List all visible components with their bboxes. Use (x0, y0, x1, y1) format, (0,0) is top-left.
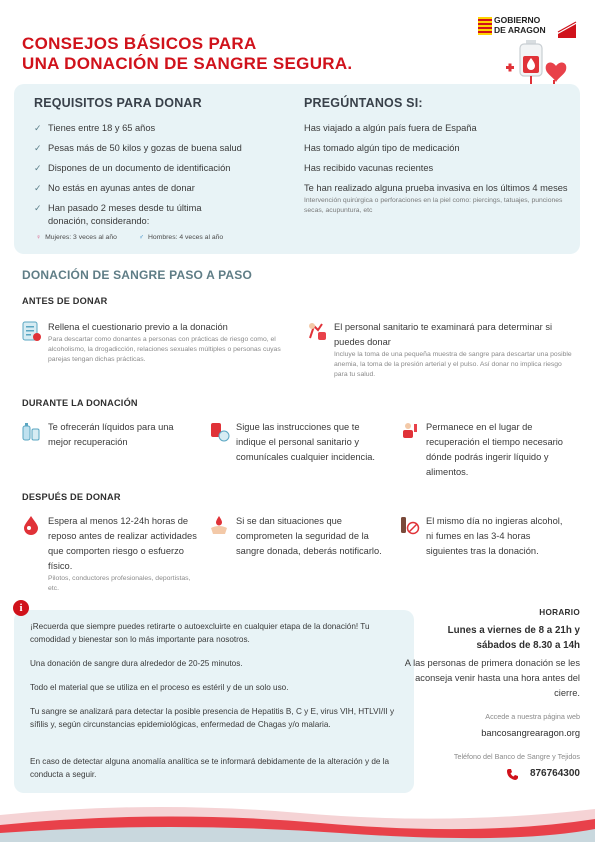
step-text: El mismo día no ingieras alcohol, ni fumes en las 3-4 horas siguientes tras la donación. (426, 516, 563, 556)
list-item (34, 122, 294, 135)
step-text: Si se dan situaciones que comprometen la seguridad de la sangre donada, deberás notificarlo. (236, 516, 382, 556)
list-item: Has viajado a algún país fuera de España (304, 123, 477, 133)
phone-label: Teléfono del Banco de Sangre y Tejidos (453, 752, 580, 761)
paso-a-paso-title: DONACIÓN DE SANGRE PASO A PASO (22, 268, 253, 282)
info-icon: i (13, 600, 29, 616)
list-item (34, 162, 294, 175)
hand-drop-icon (208, 514, 230, 536)
no-alcohol-icon (398, 514, 420, 536)
step-text: Sigue las instrucciones que te indique el personal sanitario y comunícales cualquier incidencia. (236, 422, 376, 462)
info-paragraph: En caso de detectar alguna anomalía analítica se te informará debidamente de la alteración y de la conducta a seguir. (30, 757, 390, 779)
page-title (22, 34, 402, 74)
antes-title: ANTES DE DONAR (22, 296, 108, 306)
check-icon: ✓ (34, 143, 42, 153)
step-note: Pilotos, conductores profesionales, deportistas, etc. (48, 575, 191, 592)
phone-icon (506, 768, 519, 781)
gov-logo-line-1: GOBIERNO (494, 15, 541, 25)
requisitos-title: REQUISITOS PARA DONAR (34, 96, 202, 110)
questionnaire-icon (20, 320, 42, 342)
info-paragraph: Tu sangre se analizará para detectar la posible presencia de Hepatitis B, C y E, virus VIH, HTLVI/II y sífilis y, según circunstancias epidemiológicas, enfermedad de Chagas y/o malaria. (30, 707, 395, 729)
requisitos-list (34, 122, 294, 235)
preguntanos-note: Intervención quirúrgica o perforaciones en la piel como: piercings, tatuajes, punciones secas, acupuntura, etc (304, 197, 563, 214)
check-icon: ✓ (34, 163, 42, 173)
requisito-text: Tienes entre 18 y 65 años (48, 123, 156, 133)
list-item: Te han realizado alguna prueba invasiva en los últimos 4 meses (304, 183, 568, 193)
horario-title: HORARIO (539, 608, 580, 617)
list-item (34, 142, 294, 155)
step-text: Rellena el cuestionario previo a la donación (48, 322, 228, 332)
requisito-text: No estás en ayunas antes de donar (48, 183, 195, 193)
blood-drop-icon (20, 514, 42, 536)
requisito-text: Dispones de un documento de identificación (48, 163, 231, 173)
horario-note: A las personas de primera donación se les aconseja venir hasta una hora antes del cierre. (404, 658, 580, 698)
horario-days-line-2: sábados de 8.30 a 14h (476, 640, 580, 651)
phone-number[interactable]: 876764300 (529, 768, 580, 779)
horario-days (400, 623, 580, 653)
info-paragraph: Todo el material que se utiliza en el proceso es estéril y de un solo uso. (30, 683, 289, 692)
medical-check-icon (306, 320, 328, 342)
website-link[interactable]: bancosangrearagon.org (481, 728, 580, 738)
male-icon: ♂ (138, 234, 145, 241)
preguntanos-title: PREGÚNTANOS SI: (304, 96, 423, 110)
gobierno-aragon-logo-text (494, 16, 546, 35)
hombres-item (139, 234, 223, 241)
requisito-text: Pesas más de 50 kilos y gozas de buena salud (48, 143, 242, 153)
info-paragraph: Una donación de sangre dura alrededor de 20-25 minutos. (30, 659, 243, 668)
decorative-waves (0, 795, 595, 842)
despues-title: DESPUÉS DE DONAR (22, 492, 121, 502)
list-item: Has tomado algún tipo de medicación (304, 143, 460, 153)
list-item (34, 182, 294, 195)
horario-days-line-1: Lunes a viernes de 8 a 21h y (447, 625, 580, 636)
step-text: Te ofrecerán líquidos para una mejor recuperación (48, 422, 174, 447)
step-note: Incluye la toma de una pequeña muestra de sangre para descartar una posible anemia, la toma de la presión arterial y el pulso. Así donar no implica riesgo para tu salud. (334, 351, 572, 378)
requisito-text: Han pasado 2 meses desde tu última donación, considerando: (48, 203, 202, 226)
blood-draw-icon (208, 420, 230, 442)
check-icon: ✓ (34, 123, 42, 133)
list-item: Has recibido vacunas recientes (304, 163, 434, 173)
frecuencia-row (36, 234, 223, 241)
check-icon: ✓ (34, 203, 42, 213)
list-item (34, 202, 244, 228)
info-paragraph: ¡Recuerda que siempre puedes retirarte o autoexcluirte en cualquier etapa de la donación! Tu comodidad y bienestar son lo más importante para nosotros. (30, 622, 370, 644)
step-text: Espera al menos 12-24h horas de reposo antes de realizar actividades que comporten riesgo o esfuerzo físico. (48, 516, 197, 571)
title-line-2: UNA DONACIÓN DE SANGRE SEGURA. (22, 54, 353, 73)
preguntanos-list (304, 122, 572, 215)
title-line-1: CONSEJOS BÁSICOS PARA (22, 34, 257, 53)
step-text: El personal sanitario te examinará para determinar si puedes donar (334, 322, 553, 347)
gov-logo-line-2: DE ARAGON (494, 24, 546, 35)
banco-sangre-logo-icon (552, 14, 582, 40)
step-text: Permanece en el lugar de recuperación el tiempo necesario dónde podrás ingerir líquido y alimentos. (426, 422, 563, 477)
mujeres-item (36, 234, 117, 241)
step-note: Para descartar como donantes a personas con prácticas de riesgo como, el alcoholismo, la drogadicción, relaciones sexuales múltiples o personas cuyas parejas tengan dichas prácticas. (48, 336, 281, 363)
rest-icon (398, 420, 420, 442)
drinks-icon (20, 420, 42, 442)
web-access-label: Accede a nuestra página web (485, 712, 580, 721)
hombres-text: Hombres: 4 veces al año (148, 234, 224, 241)
check-icon: ✓ (34, 183, 42, 193)
mujeres-text: Mujeres: 3 veces al año (45, 234, 117, 241)
durante-title: DURANTE LA DONACIÓN (22, 398, 138, 408)
female-icon: ♀ (36, 234, 42, 241)
